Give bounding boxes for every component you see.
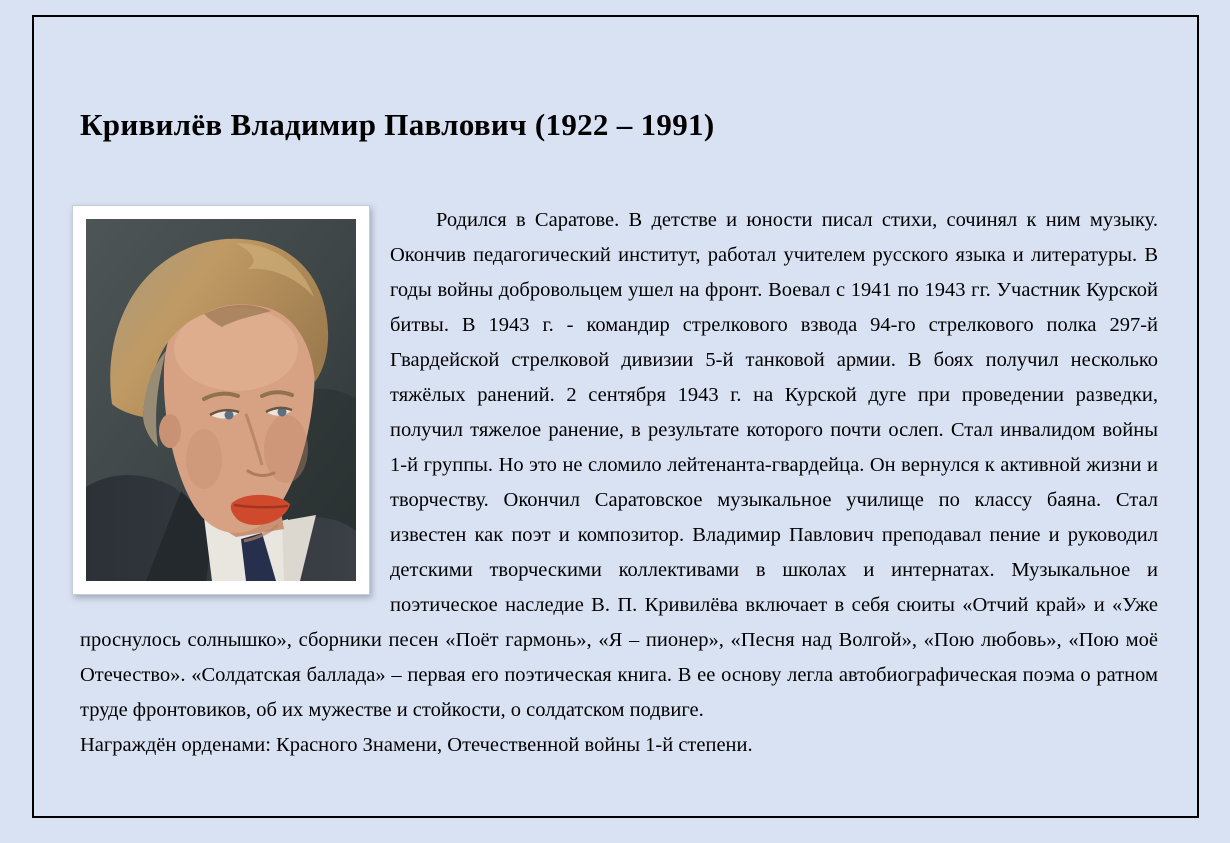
portrait-photo — [86, 219, 356, 581]
content-area — [80, 104, 1158, 763]
biography-section — [80, 203, 1158, 763]
portrait-photo-frame — [72, 205, 370, 595]
page-title: Кривилёв Владимир Павлович (1922 – 1991) — [80, 107, 715, 142]
biography-paragraph-2: Награждён орденами: Красного Знамени, Отечественной войны 1-й степени. — [80, 734, 753, 756]
biography-paragraph-1: Родился в Саратове. В детстве и юности писал стихи, сочинял к ним музыку. Окончив педагогический институт, работал учителем русского языка и литературы. В годы войны добровольцем ушел на фронт. Воевал с 1941 по 1943 гг. Участник Курской битвы. В 1943 г. - командир стрелкового взвода 94-го стрелкового полка 297-й Гвардейской стрелковой дивизии 5-й танковой армии. В боях получил несколько тяжёлых ранений. 2 сентября 1943 г. на Курской дуге при проведении разведки, получил тяжелое ранение, в результате которого почти ослеп. Стал инвалидом войны 1-й группы. Но это не сломило лейтенанта-гвардейца. Он вернулся к активной жизни и творчеству. Окончил Саратовское музыкальное училище по классу баяна. Стал известен как поэт и композитор. Владимир Павлович преподавал пение и руководил детскими творческими коллективами в школах и интернатах. Музыкальное и поэтическое наследие В. П. Кривилёва включает в себя сюиты «Отчий край» и «Уже проснулось солнышко», сборники песен «Поёт гармонь», «Я – пионер», «Песня над Волгой», «Пою любовь», «Пою моё Отечество». «Солдатская баллада» – первая его поэтическая книга. В ее основу легла автобиографическая поэма о ратном труде фронтовиков, об их мужестве и стойкости, о солдатском подвиге. — [80, 209, 1158, 721]
